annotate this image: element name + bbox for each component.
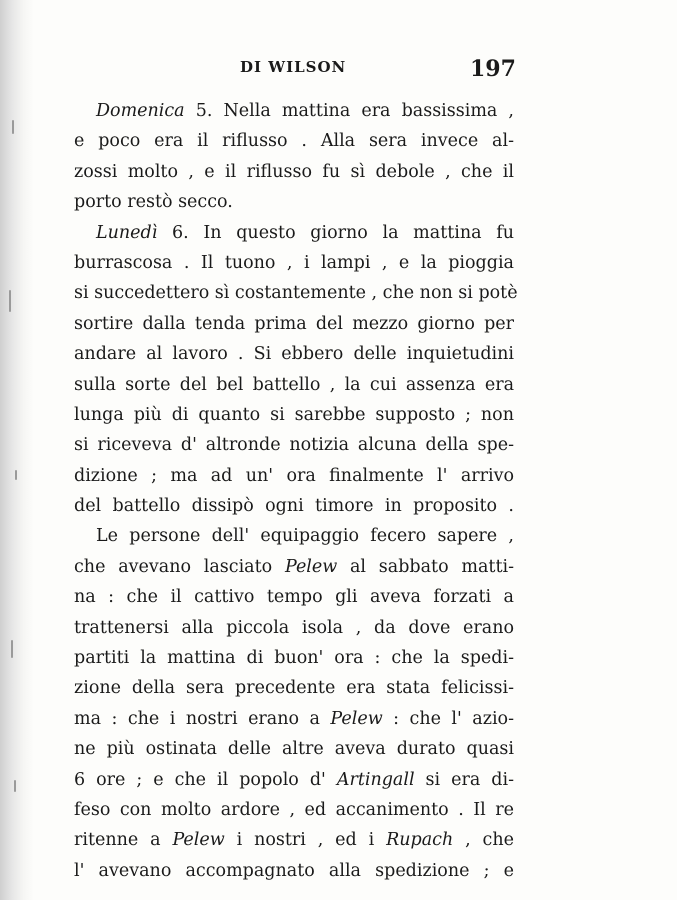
text-run: na : che il cattivo tempo gli aveva forzati a [74, 587, 514, 608]
text-line [74, 126, 514, 156]
text-line [74, 643, 514, 673]
text-run: dizione ; ma ad un' ora finalmente l' arrivo [74, 465, 514, 486]
text-run: porto restò secco. [74, 192, 233, 213]
text-run: ma : che i nostri erano a [74, 708, 331, 729]
text-run: Le persone dell' equipaggio fecero sapere , [96, 526, 514, 547]
gutter-speck [14, 780, 16, 792]
text-line [74, 856, 514, 886]
text-run: e poco era il riflusso . Alla sera invece al- [74, 131, 514, 152]
text-run: 5. Nella mattina era bassissima , [184, 101, 514, 121]
text-line [74, 430, 514, 460]
text-run: al sabbato matti- [337, 556, 514, 577]
text-line [74, 339, 514, 369]
italic-term: Pelew [330, 708, 383, 729]
text-run: burrascosa . Il tuono , i lampi , e la pioggia [74, 252, 514, 273]
italic-term: Domenica [96, 101, 185, 121]
text-line [74, 157, 514, 187]
page-gutter-shadow [0, 0, 34, 900]
text-run: 6. In questo giorno la mattina fu [157, 222, 514, 243]
text-run: del battello dissipò ogni timore in proposito . [74, 496, 514, 517]
text-run: zione della sera precedente era stata felicissi- [74, 678, 514, 699]
text-line [74, 734, 514, 764]
text-line [74, 795, 514, 825]
gutter-speck [12, 120, 14, 134]
text-run: i nostri , ed i [224, 830, 387, 851]
text-run: si riceveva d' altronde notizia alcuna della spe- [74, 435, 514, 456]
body-text [74, 96, 518, 886]
gutter-speck [15, 470, 17, 480]
text-line [74, 613, 514, 643]
text-run: sortire dalla tenda prima del mezzo giorno per [74, 313, 514, 334]
gutter-speck [11, 640, 13, 658]
italic-term: Pelew [172, 830, 225, 851]
italic-term: Artingall [336, 769, 415, 790]
text-line [74, 673, 514, 703]
text-run: andare al lavoro . Si ebbero delle inquietudini [74, 344, 514, 365]
text-line [74, 309, 514, 339]
text-line [74, 278, 518, 308]
text-run: l' avevano accompagnato alla spedizione ; e [74, 860, 514, 881]
text-line [74, 704, 514, 734]
text-line [74, 400, 514, 430]
text-run: , che [453, 830, 514, 851]
italic-term: Lunedì [96, 222, 158, 243]
text-line [74, 552, 514, 582]
page-number: 197 [470, 56, 516, 82]
text-line [74, 248, 514, 278]
text-run: sulla sorte del bel battello , la cui assenza era [74, 374, 514, 395]
text-run: che avevano lasciato [74, 556, 285, 577]
text-line [74, 218, 514, 248]
text-line [74, 521, 514, 551]
text-line [74, 765, 514, 795]
text-run: trattenersi alla piccola isola , da dove erano [74, 617, 514, 638]
text-line [74, 825, 514, 855]
italic-term: Pelew [284, 556, 338, 577]
text-line [74, 187, 514, 217]
italic-term: Rupach [386, 830, 454, 851]
text-line [74, 582, 514, 612]
text-line [74, 491, 514, 521]
text-line [74, 461, 514, 491]
text-line [74, 96, 514, 126]
text-run: 6 ore ; e che il popolo d' [74, 769, 337, 790]
text-line [74, 370, 514, 400]
text-run: zossi molto , e il riflusso fu sì debole , che il [74, 161, 514, 182]
text-run: feso con molto ardore , ed accanimento . Il re [74, 799, 514, 820]
text-run: ne più ostinata delle altre aveva durato quasi [74, 739, 514, 760]
text-run: partiti la mattina di buon' ora : che la spedi- [74, 648, 514, 669]
text-run: lunga più di quanto si sarebbe supposto ; non [74, 404, 514, 425]
text-run: si era di- [414, 769, 514, 790]
text-run: ritenne a [74, 830, 173, 851]
running-head: DI WILSON [240, 58, 347, 76]
gutter-speck [9, 290, 11, 312]
text-run: : che l' azio- [382, 708, 514, 729]
text-run: si succedettero sì costantemente , che non si potè [74, 283, 518, 304]
